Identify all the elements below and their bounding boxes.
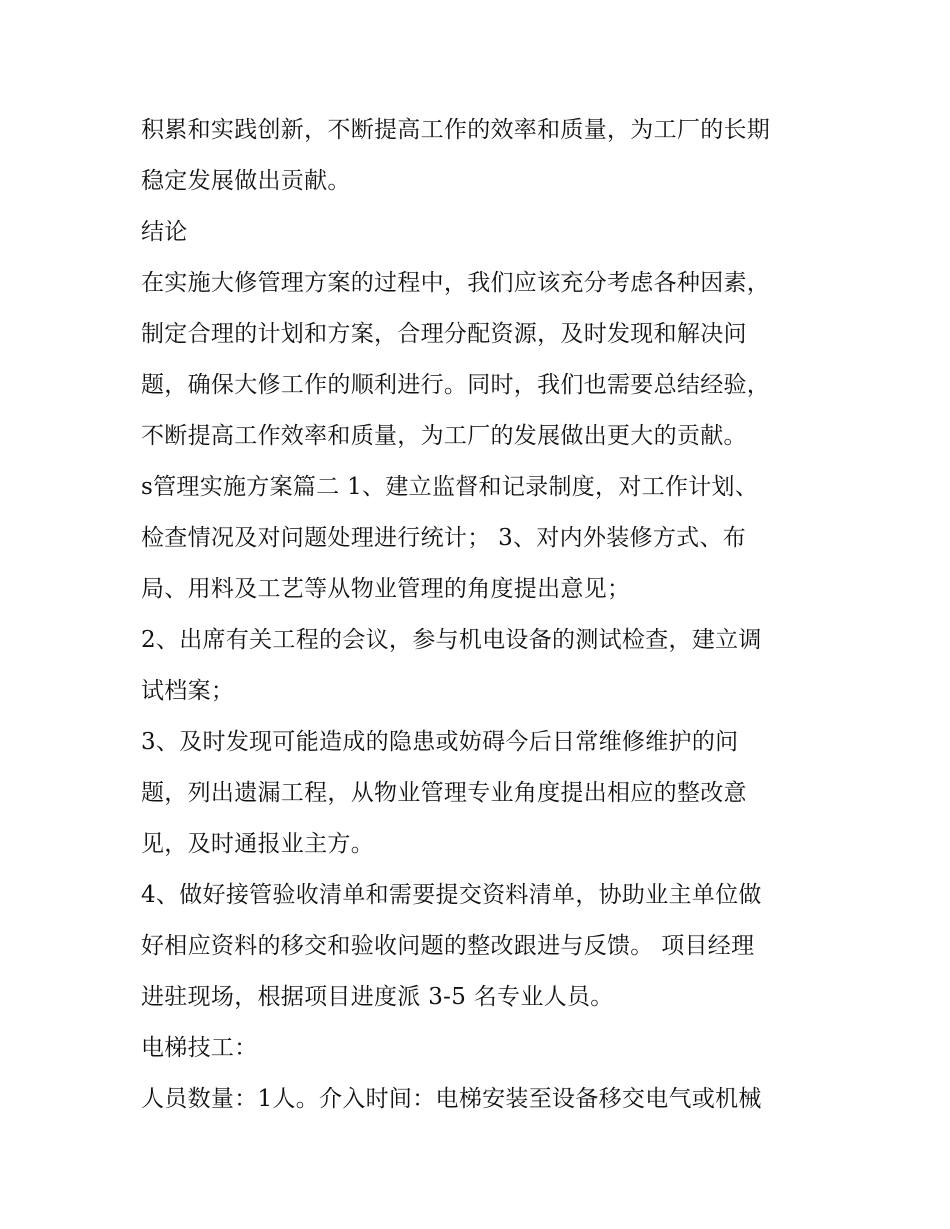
text-line: 试档案； [141,678,235,704]
text-line: 局、用料及工艺等从物业管理的角度提出意见； [141,576,631,602]
text-line: 题，确保大修工作的顺利进行。同时，我们也需要总结经验， [141,372,771,398]
text-line: 3、及时发现可能造成的隐患或妨碍今后日常维修维护的问 [141,729,739,755]
text-line: 不断提高工作效率和质量，为工厂的发展做出更大的贡献。 [141,423,747,449]
text-line: 2、出席有关工程的会议，参与机电设备的测试检查，建立调 [141,627,762,653]
section-heading-elevator-technician: 电梯技工： [141,1035,258,1061]
text-line: 在实施大修管理方案的过程中，我们应该充分考虑各种因素， [141,270,771,296]
text-line: 见，及时通报业主方。 [141,831,374,857]
text-line: 进驻现场，根据项目进度派 3-5 名专业人员。 [141,984,614,1010]
text-line: 检查情况及对问题处理进行统计； 3、对内外装修方式、布 [141,525,747,551]
text-line: 人员数量：1人。介入时间：电梯安装至设备移交电气或机械 [141,1086,762,1112]
text-line: 稳定发展做出贡献。 [141,168,351,194]
document-body [141,105,821,1125]
text-line: 制定合理的计划和方案，合理分配资源，及时发现和解决问 [141,321,747,347]
section-heading-conclusion: 结论 [141,219,188,245]
text-line: 好相应资料的移交和验收问题的整改跟进与反馈。 项目经理 [141,933,755,959]
text-line: 积累和实践创新，不断提高工作的效率和质量，为工厂的长期 [141,117,771,143]
text-line: s管理实施方案篇二 1、建立监督和记录制度，对工作计划、 [141,474,759,500]
text-line: 题，列出遗漏工程，从物业管理专业角度提出相应的整改意 [141,780,747,806]
text-line: 4、做好接管验收清单和需要提交资料清单，协助业主单位做 [141,882,762,908]
